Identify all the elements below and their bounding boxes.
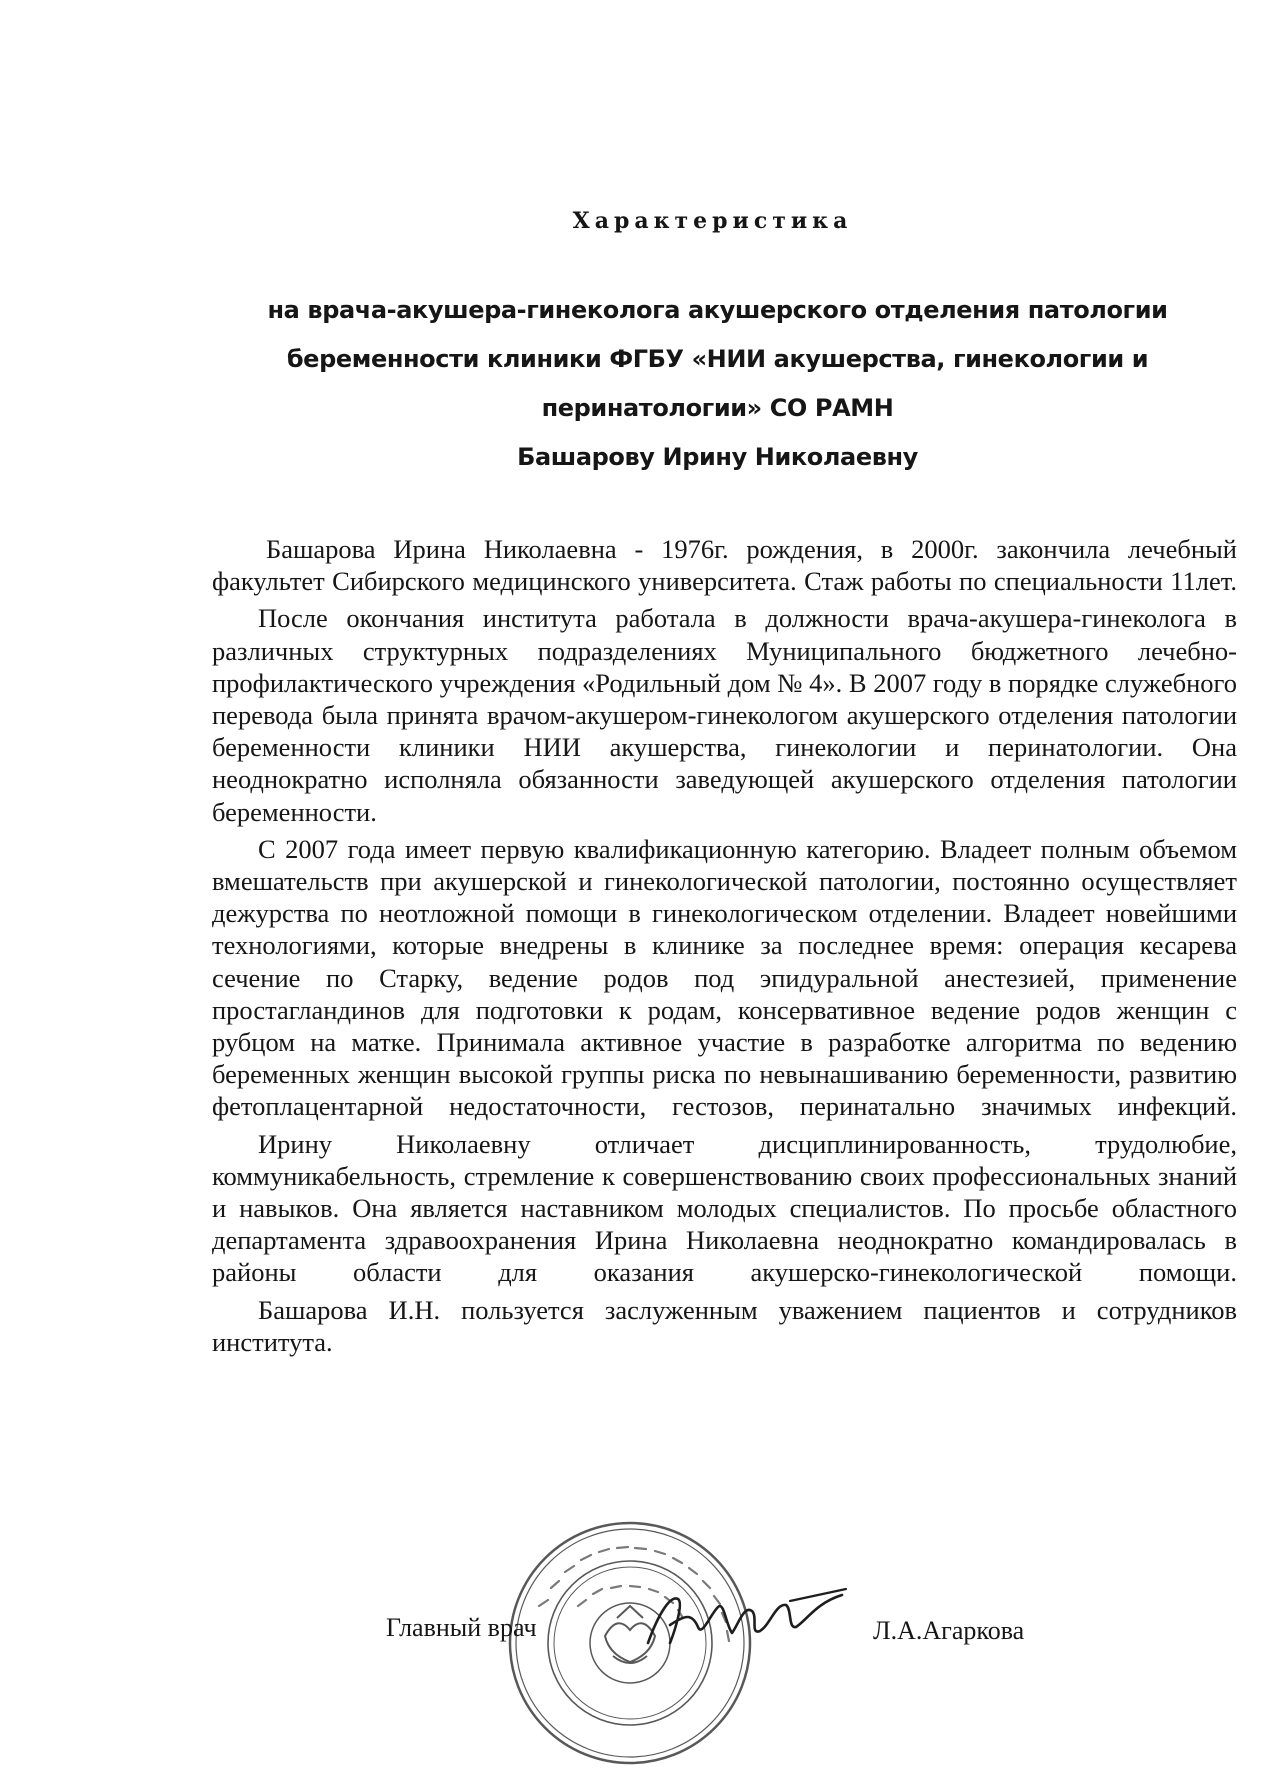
heading-line: перинатологии» СО РАМН: [541, 394, 894, 422]
paragraph-career: После окончания института работала в должности врача-акушера-гинеколога в различных структурных подразделениях Муниципального бюджетного лечебно-профилактического учреждения «Родильный дом № 4». В 2007 году в порядке служебного перевода была принята врачом-акушером-гинекологом акушерского отделения патологии беременности клиники НИИ акушерства, гинекологии и перинатологии. Она неоднократно исполняла обязанности заведующей акушерского отделения патологии беременности.: [212, 603, 1237, 827]
paragraph-qualification: С 2007 года имеет первую квалификационную категорию. Владеет полным объемом вмешательств при акушерской и гинекологической патологии, постоянно осуществляет дежурства по неотложной помощи в гинекологическом отделении. Владеет новейшими технологиями, которые внедрены в клинике за последнее время: операция кесарева сечение по Старку, ведение родов под эпидуральной анестезией, применение простагландинов для подготовки к родам, консервативное ведение родов женщин с рубцом на матке. Принимала активное участие в разработке алгоритма по ведению беременных женщин высокой группы риска по невынашиванию беременности, развитию фетоплацентарной недостаточности, гестозов, перинатально значимых инфекций.: [212, 833, 1237, 1122]
document-title: Характеристика: [572, 208, 853, 234]
heading-person-name: Башарову Ирину Николаевну: [517, 443, 918, 471]
paragraph-education: Башарова Ирина Николаевна - 1976г. рождения, в 2000г. закончила лечебный факультет Сибирского медицинского университета. Стаж работы по специальности 11лет.: [212, 534, 1237, 597]
signer-position: Главный врач: [386, 1613, 537, 1642]
heading-line: беременности клиники ФГБУ «НИИ акушерства, гинекологии и: [286, 345, 1149, 373]
heading-line: на врача-акушера-гинеколога акушерского отделения патологии: [267, 296, 1168, 324]
handwritten-signature: [640, 1585, 850, 1650]
signature-block: [0, 1580, 1275, 1650]
signer-name: Л.А.Агаркова: [873, 1616, 1025, 1645]
paragraph-personal-qualities: Ирину Николаевну отличает дисциплинированность, трудолюбие, коммуникабельность, стремление к совершенствованию своих профессиональных знаний и навыков. Она является наставником молодых специалистов. По просьбе областного департамента здравоохранения Ирина Николаевна неоднократно командировалась в районы области для оказания акушерско-гинекологической помощи.: [212, 1128, 1237, 1288]
document-body: [212, 533, 1237, 1358]
paragraph-conclusion: Башарова И.Н. пользуется заслуженным уважением пациентов и сотрудников института.: [212, 1294, 1237, 1357]
document-heading: [230, 286, 1205, 482]
